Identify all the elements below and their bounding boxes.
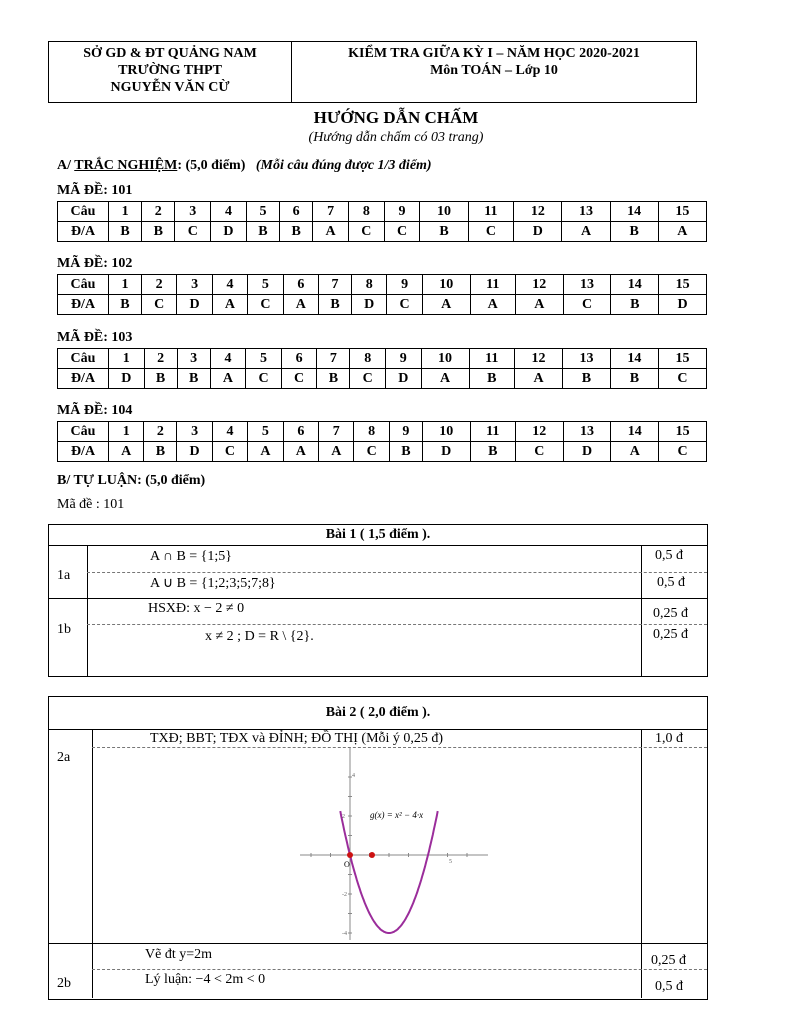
answer-row (58, 222, 707, 242)
bai1-line2: A ∪ B = {1;2;3;5;7;8} (150, 576, 276, 591)
question-number: 13 (563, 422, 611, 442)
question-number: 12 (514, 202, 562, 222)
answer-cell: B (109, 222, 142, 242)
answer-cell: B (470, 442, 515, 462)
parabola-graph (300, 748, 500, 940)
divider (48, 729, 707, 730)
answer-row (58, 295, 707, 315)
answer-table (57, 201, 707, 242)
question-number: 5 (248, 275, 283, 295)
question-number: 1 (109, 349, 145, 369)
answer-table (57, 348, 707, 389)
answer-cell: C (515, 442, 563, 462)
divider (92, 729, 93, 998)
answer-cell: C (141, 295, 176, 315)
bai2-line3: Lý luận: −4 < 2m < 0 (145, 972, 266, 987)
tick-y2: 2 (342, 814, 345, 820)
page-title: HƯỚNG DẪN CHẤM (313, 108, 479, 127)
question-number: 8 (348, 202, 384, 222)
answer-cell: A (658, 222, 706, 242)
answer-cell: C (246, 369, 282, 389)
exam-code: Mã đề : 101 (57, 497, 125, 512)
answer-cell: B (611, 295, 659, 315)
question-number: 13 (562, 349, 610, 369)
department: SỞ GD & ĐT QUẢNG NAM (83, 46, 257, 61)
row-header-question: Câu (58, 275, 109, 295)
divider (92, 969, 707, 970)
divider (87, 572, 707, 573)
section-b-heading: B/ TỰ LUẬN: (5,0 điểm) (57, 473, 206, 488)
question-number: 3 (177, 349, 210, 369)
question-number: 5 (246, 202, 279, 222)
answer-cell: D (422, 442, 470, 462)
bai1-point3: 0,25 đ (653, 606, 688, 621)
origin-label: O (344, 860, 350, 869)
question-number: 6 (280, 202, 313, 222)
row-header-answer: Đ/A (58, 222, 109, 242)
school-line1: TRƯỜNG THPT (118, 63, 222, 78)
question-number: 4 (212, 422, 247, 442)
bai2-title: Bài 2 ( 2,0 điểm ). (325, 705, 431, 720)
question-row (58, 422, 707, 442)
answer-cell: B (317, 369, 350, 389)
answer-cell: D (211, 222, 247, 242)
question-number: 4 (210, 349, 246, 369)
row-header-question: Câu (58, 202, 109, 222)
answer-cell: B (389, 442, 422, 462)
question-row (58, 202, 707, 222)
question-number: 6 (283, 275, 318, 295)
question-row (58, 275, 707, 295)
answer-cell: D (351, 295, 386, 315)
answer-cell: D (386, 369, 422, 389)
answer-row (58, 369, 707, 389)
question-number: 4 (211, 202, 247, 222)
answer-cell: B (610, 369, 658, 389)
row-header-answer: Đ/A (58, 369, 109, 389)
question-number: 10 (420, 202, 468, 222)
question-number: 12 (515, 422, 563, 442)
point-marker (369, 852, 375, 858)
answer-cell: D (563, 442, 611, 462)
question-number: 1 (109, 202, 142, 222)
question-number: 9 (384, 202, 420, 222)
question-number: 11 (470, 422, 515, 442)
answer-cell: B (142, 222, 175, 242)
answer-cell: C (175, 222, 211, 242)
code-label: MÃ ĐỀ: 103 (57, 330, 133, 345)
question-number: 7 (313, 202, 349, 222)
question-number: 8 (354, 422, 389, 442)
answer-cell: B (177, 369, 210, 389)
exam-subject: Môn TOÁN – Lớp 10 (430, 63, 558, 78)
question-number: 1 (109, 422, 144, 442)
answer-cell: B (610, 222, 658, 242)
answer-cell: C (350, 369, 386, 389)
question-number: 10 (421, 349, 469, 369)
question-number: 6 (281, 349, 317, 369)
answer-cell: D (109, 369, 145, 389)
section-a-heading (57, 158, 432, 174)
question-number: 2 (141, 275, 176, 295)
row-header-answer: Đ/A (58, 295, 109, 315)
bai2-point3: 0,5 đ (655, 979, 683, 994)
question-number: 5 (246, 349, 282, 369)
answer-cell: A (421, 369, 469, 389)
answer-cell: C (212, 442, 247, 462)
code-label: MÃ ĐỀ: 101 (57, 183, 133, 198)
row-1a: 1a (57, 568, 71, 583)
bai1-line3: HSXĐ: x − 2 ≠ 0 (148, 601, 245, 616)
question-number: 7 (319, 275, 352, 295)
answer-cell: A (515, 295, 563, 315)
question-number: 9 (386, 349, 422, 369)
question-number: 9 (387, 275, 422, 295)
tick-x5: 5 (449, 859, 452, 865)
question-number: 12 (515, 349, 563, 369)
answer-cell: C (281, 369, 317, 389)
answer-cell: B (420, 222, 468, 242)
answer-cell: C (348, 222, 384, 242)
question-number: 15 (658, 202, 706, 222)
tick-y4: 4 (352, 773, 355, 779)
answer-cell: B (319, 295, 352, 315)
answer-cell: A (109, 442, 144, 462)
bai2-point1: 1,0 đ (655, 731, 683, 746)
divider (87, 624, 707, 625)
section-a-points: : (5,0 điểm) (177, 158, 246, 173)
question-number: 14 (610, 202, 658, 222)
divider (48, 598, 707, 599)
exam-title: KIỂM TRA GIỮA KỲ I – NĂM HỌC 2020-2021 (348, 46, 640, 61)
answer-cell: B (246, 222, 279, 242)
section-a-name: TRẮC NGHIỆM (74, 158, 178, 173)
graph-label: g(x) = x² − 4·x (370, 810, 424, 820)
question-number: 14 (610, 349, 658, 369)
answer-cell: A (319, 442, 354, 462)
question-number: 13 (562, 202, 610, 222)
answer-cell: B (469, 369, 515, 389)
parabola-curve (340, 811, 437, 933)
answer-table (57, 274, 707, 315)
answer-cell: B (280, 222, 313, 242)
row-2b: 2b (57, 976, 71, 991)
question-number: 2 (144, 422, 177, 442)
question-row (58, 349, 707, 369)
answer-cell: B (562, 369, 610, 389)
answer-cell: A (248, 442, 283, 462)
question-number: 6 (283, 422, 318, 442)
question-number: 13 (563, 275, 611, 295)
answer-cell: D (177, 442, 212, 462)
bai1-point2: 0,5 đ (657, 575, 685, 590)
question-number: 11 (470, 275, 515, 295)
answer-table (57, 421, 707, 462)
divider (641, 729, 642, 998)
bai2-point2: 0,25 đ (651, 953, 686, 968)
question-number: 2 (144, 349, 177, 369)
question-number: 5 (248, 422, 283, 442)
bai1-box (48, 524, 708, 677)
tick-ym4: -4 (342, 931, 347, 937)
answer-cell: C (658, 369, 706, 389)
divider (48, 545, 707, 546)
question-number: 15 (659, 422, 707, 442)
answer-cell: D (514, 222, 562, 242)
question-number: 3 (175, 202, 211, 222)
answer-cell: A (212, 295, 247, 315)
answer-cell: A (470, 295, 515, 315)
question-number: 4 (212, 275, 247, 295)
root-point-origin (347, 852, 353, 858)
question-number: 12 (515, 275, 563, 295)
answer-cell: A (313, 222, 349, 242)
answer-cell: C (248, 295, 283, 315)
bai1-line4: x ≠ 2 ; D = R \ {2}. (205, 629, 314, 644)
row-2a: 2a (57, 750, 71, 765)
question-number: 3 (177, 422, 212, 442)
school-line2: NGUYỄN VĂN CỪ (110, 80, 230, 95)
exam-info (292, 42, 696, 102)
divider (641, 545, 642, 676)
section-a-note: (Mỗi câu đúng được 1/3 điểm) (255, 158, 432, 173)
question-number: 9 (389, 422, 422, 442)
answer-cell: C (468, 222, 514, 242)
answer-cell: C (563, 295, 611, 315)
answer-cell: A (422, 295, 470, 315)
answer-cell: C (659, 442, 707, 462)
answer-cell: C (384, 222, 420, 242)
bai1-line1: A ∩ B = {1;5} (150, 549, 233, 564)
row-header-question: Câu (58, 422, 109, 442)
question-number: 15 (659, 275, 707, 295)
answer-cell: B (109, 295, 142, 315)
answer-cell: B (144, 442, 177, 462)
row-header-answer: Đ/A (58, 442, 109, 462)
answer-cell: A (562, 222, 610, 242)
answer-cell: C (354, 442, 389, 462)
question-number: 11 (469, 349, 515, 369)
question-number: 10 (422, 422, 470, 442)
question-number: 10 (422, 275, 470, 295)
bai2-line2: Vẽ đt y=2m (145, 947, 212, 962)
school-info (49, 42, 292, 102)
code-label: MÃ ĐỀ: 102 (57, 256, 133, 271)
divider (87, 545, 88, 676)
answer-cell: A (611, 442, 659, 462)
question-number: 14 (611, 422, 659, 442)
answer-cell: A (515, 369, 563, 389)
bai2-line1: TXĐ; BBT; TĐX và ĐỈNH; ĐỒ THỊ (Mỗi ý 0,25 đ) (150, 731, 444, 746)
question-number: 15 (658, 349, 706, 369)
answer-cell: A (210, 369, 246, 389)
answer-row (58, 442, 707, 462)
bai1-point4: 0,25 đ (653, 627, 688, 642)
question-number: 7 (319, 422, 354, 442)
question-number: 14 (611, 275, 659, 295)
answer-cell: A (283, 295, 318, 315)
question-number: 8 (351, 275, 386, 295)
question-number: 7 (317, 349, 350, 369)
answer-cell: D (177, 295, 212, 315)
answer-cell: B (144, 369, 177, 389)
question-number: 11 (468, 202, 514, 222)
tick-ym2: -2 (342, 892, 347, 898)
bai1-point1: 0,5 đ (655, 548, 683, 563)
header-box (48, 41, 697, 103)
question-number: 2 (142, 202, 175, 222)
row-header-question: Câu (58, 349, 109, 369)
section-a-prefix: A/ (57, 158, 75, 173)
answer-cell: A (283, 442, 318, 462)
code-label: MÃ ĐỀ: 104 (57, 403, 133, 418)
question-number: 8 (350, 349, 386, 369)
question-number: 3 (177, 275, 212, 295)
answer-cell: C (387, 295, 422, 315)
page-subtitle: (Hướng dẫn chấm có 03 trang) (308, 130, 484, 145)
answer-cell: D (659, 295, 707, 315)
question-number: 1 (109, 275, 142, 295)
row-1b: 1b (57, 622, 71, 637)
divider (48, 943, 707, 944)
bai1-title: Bài 1 ( 1,5 điểm ). (325, 527, 431, 542)
